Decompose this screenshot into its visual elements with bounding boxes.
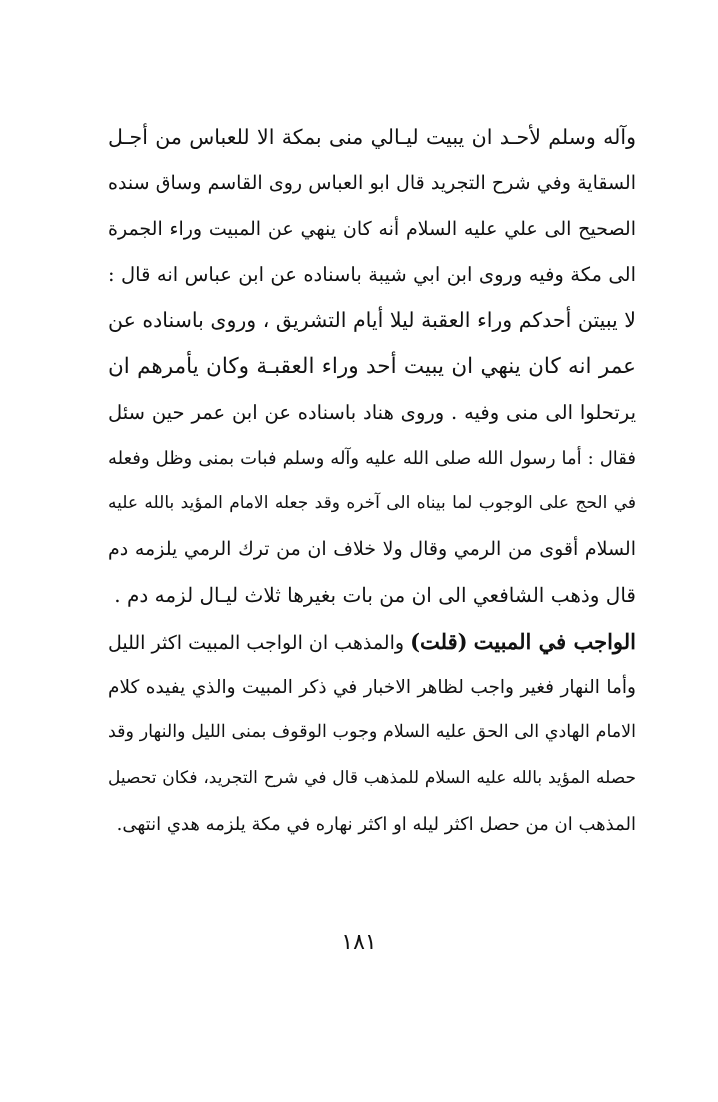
text-line-13: وأما النهار فغير واجب لظاهر الاخبار في ذكر المبيت والذي يفيده كلام [108, 676, 636, 698]
text-line-10: السلام أقوى من الرمي وقال ولا خلاف ان من ترك الرمي يلزمه دم [108, 538, 636, 561]
text-line-6: عمر انه كان ينهي ان يبيت أحد وراء العقبـة وكان يأمرهم ان [108, 353, 636, 379]
section-heading-line [108, 619, 636, 665]
text-line-2: السقاية وفي شرح التجريد قال ابو العباس روى القاسم وساق سنده [108, 171, 636, 194]
text-line-3: الصحيح الى علي عليه السلام أنه كان ينهي عن المبيت وراء الجمرة [108, 217, 636, 240]
text-line-15: حصله المؤيد بالله عليه السلام للمذهب قال في شرح التجريد، فكان تحصيل [108, 768, 636, 789]
text-line-1: وآله وسلم لأحـد ان يبيت ليـالي منى بمكة الا للعباس من أجـل [108, 125, 636, 149]
page-number: ١٨١ [341, 930, 377, 955]
section-heading-rest: والمذهب ان الواجب المبيت اكثر الليل [108, 631, 405, 654]
section-heading: الواجب في المبيت [473, 628, 636, 654]
text-line-9: في الحج على الوجوب لما بيناه الى آخره وقد جعله الامام المؤيد بالله عليه [108, 493, 636, 514]
text-line-14: الامام الهادي الى الحق عليه السلام وجوب الوقوف بمنى الليل والنهار وقد [108, 722, 636, 743]
text-line-4: الى مكة وفيه وروى ابن ابي شيبة باسناده عن ابن عباس انه قال : [108, 263, 636, 287]
body-text [108, 115, 636, 848]
text-line-11: قال وذهب الشافعي الى ان من بات بغيرها ثلاث ليـال لزمه دم . [114, 582, 636, 607]
text-line-5: لا يبيتن أحدكم وراء العقبة ليلا أيام التشريق ، وروى باسناده عن [108, 308, 636, 333]
text-line-8: فقال : أما رسول الله صلى الله عليه وآله وسلم فبات بمنى وظل وفعله [108, 447, 636, 469]
text-line-7: يرتحلوا الى منى وفيه . وروى هناد باسناده عن ابن عمر حين سئل [108, 400, 636, 424]
text-line-16: المذهب ان من حصل اكثر ليله او اكثر نهاره في مكة يلزمه هدي انتهى. [116, 813, 636, 835]
section-heading-paren: (قلت) [410, 628, 468, 654]
